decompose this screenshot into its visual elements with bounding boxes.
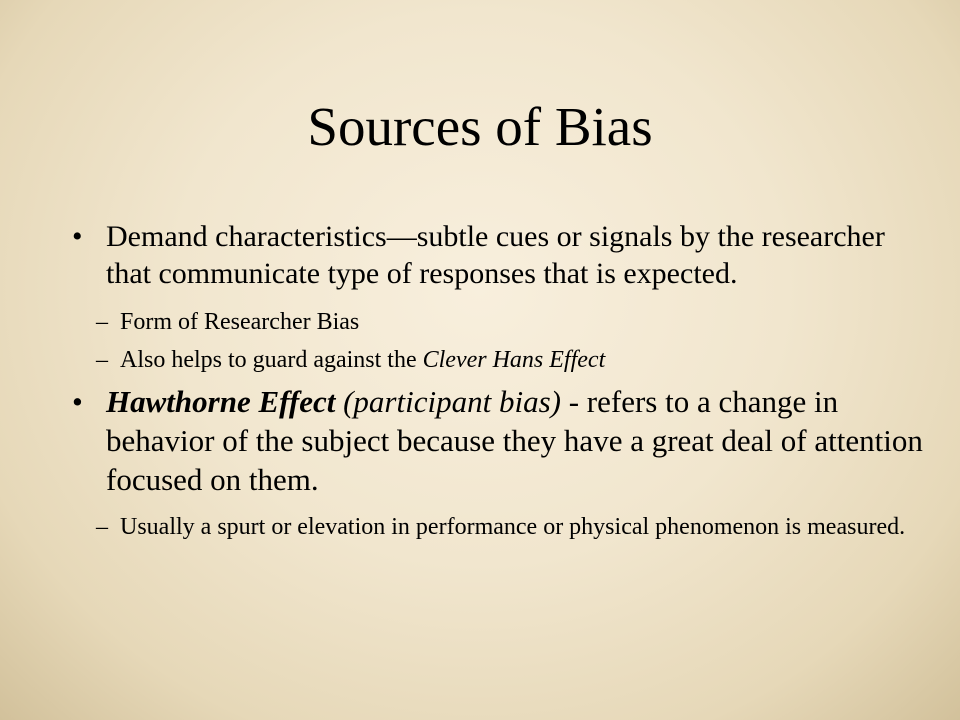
bullet-term: Hawthorne Effect (106, 384, 336, 419)
bullet-marker: • (72, 384, 83, 419)
subitem-researcher-bias (78, 308, 924, 336)
subitem-marker: – (96, 347, 108, 373)
subitem-emphasis: Clever Hans Effect (422, 347, 606, 373)
subitem-text: Also helps to guard against the (120, 347, 423, 373)
bullet-text: - refers to a change in behavior of the subject because they have a great deal of attention focused on them. (106, 384, 923, 497)
slide-title: Sources of Bias (307, 96, 653, 157)
subitem-marker: – (96, 309, 108, 335)
bullet-demand-characteristics (72, 218, 924, 292)
subitem-spurt-elevation (78, 513, 924, 541)
bullet-text: Demand characteristics—subtle cues or signals by the researcher that communicate type of responses that is expected. (106, 220, 885, 290)
subitem-text: Usually a spurt or elevation in performance or physical phenomenon is measured. (120, 514, 906, 540)
subitem-text: Form of Researcher Bias (120, 309, 360, 335)
bullet-qualifier: (participant bias) (335, 384, 561, 419)
bullet-hawthorne-effect (72, 382, 924, 499)
slide-body (72, 218, 924, 541)
subitem-clever-hans (78, 346, 924, 374)
bullet-marker: • (72, 220, 83, 253)
subitem-marker: – (96, 514, 108, 540)
